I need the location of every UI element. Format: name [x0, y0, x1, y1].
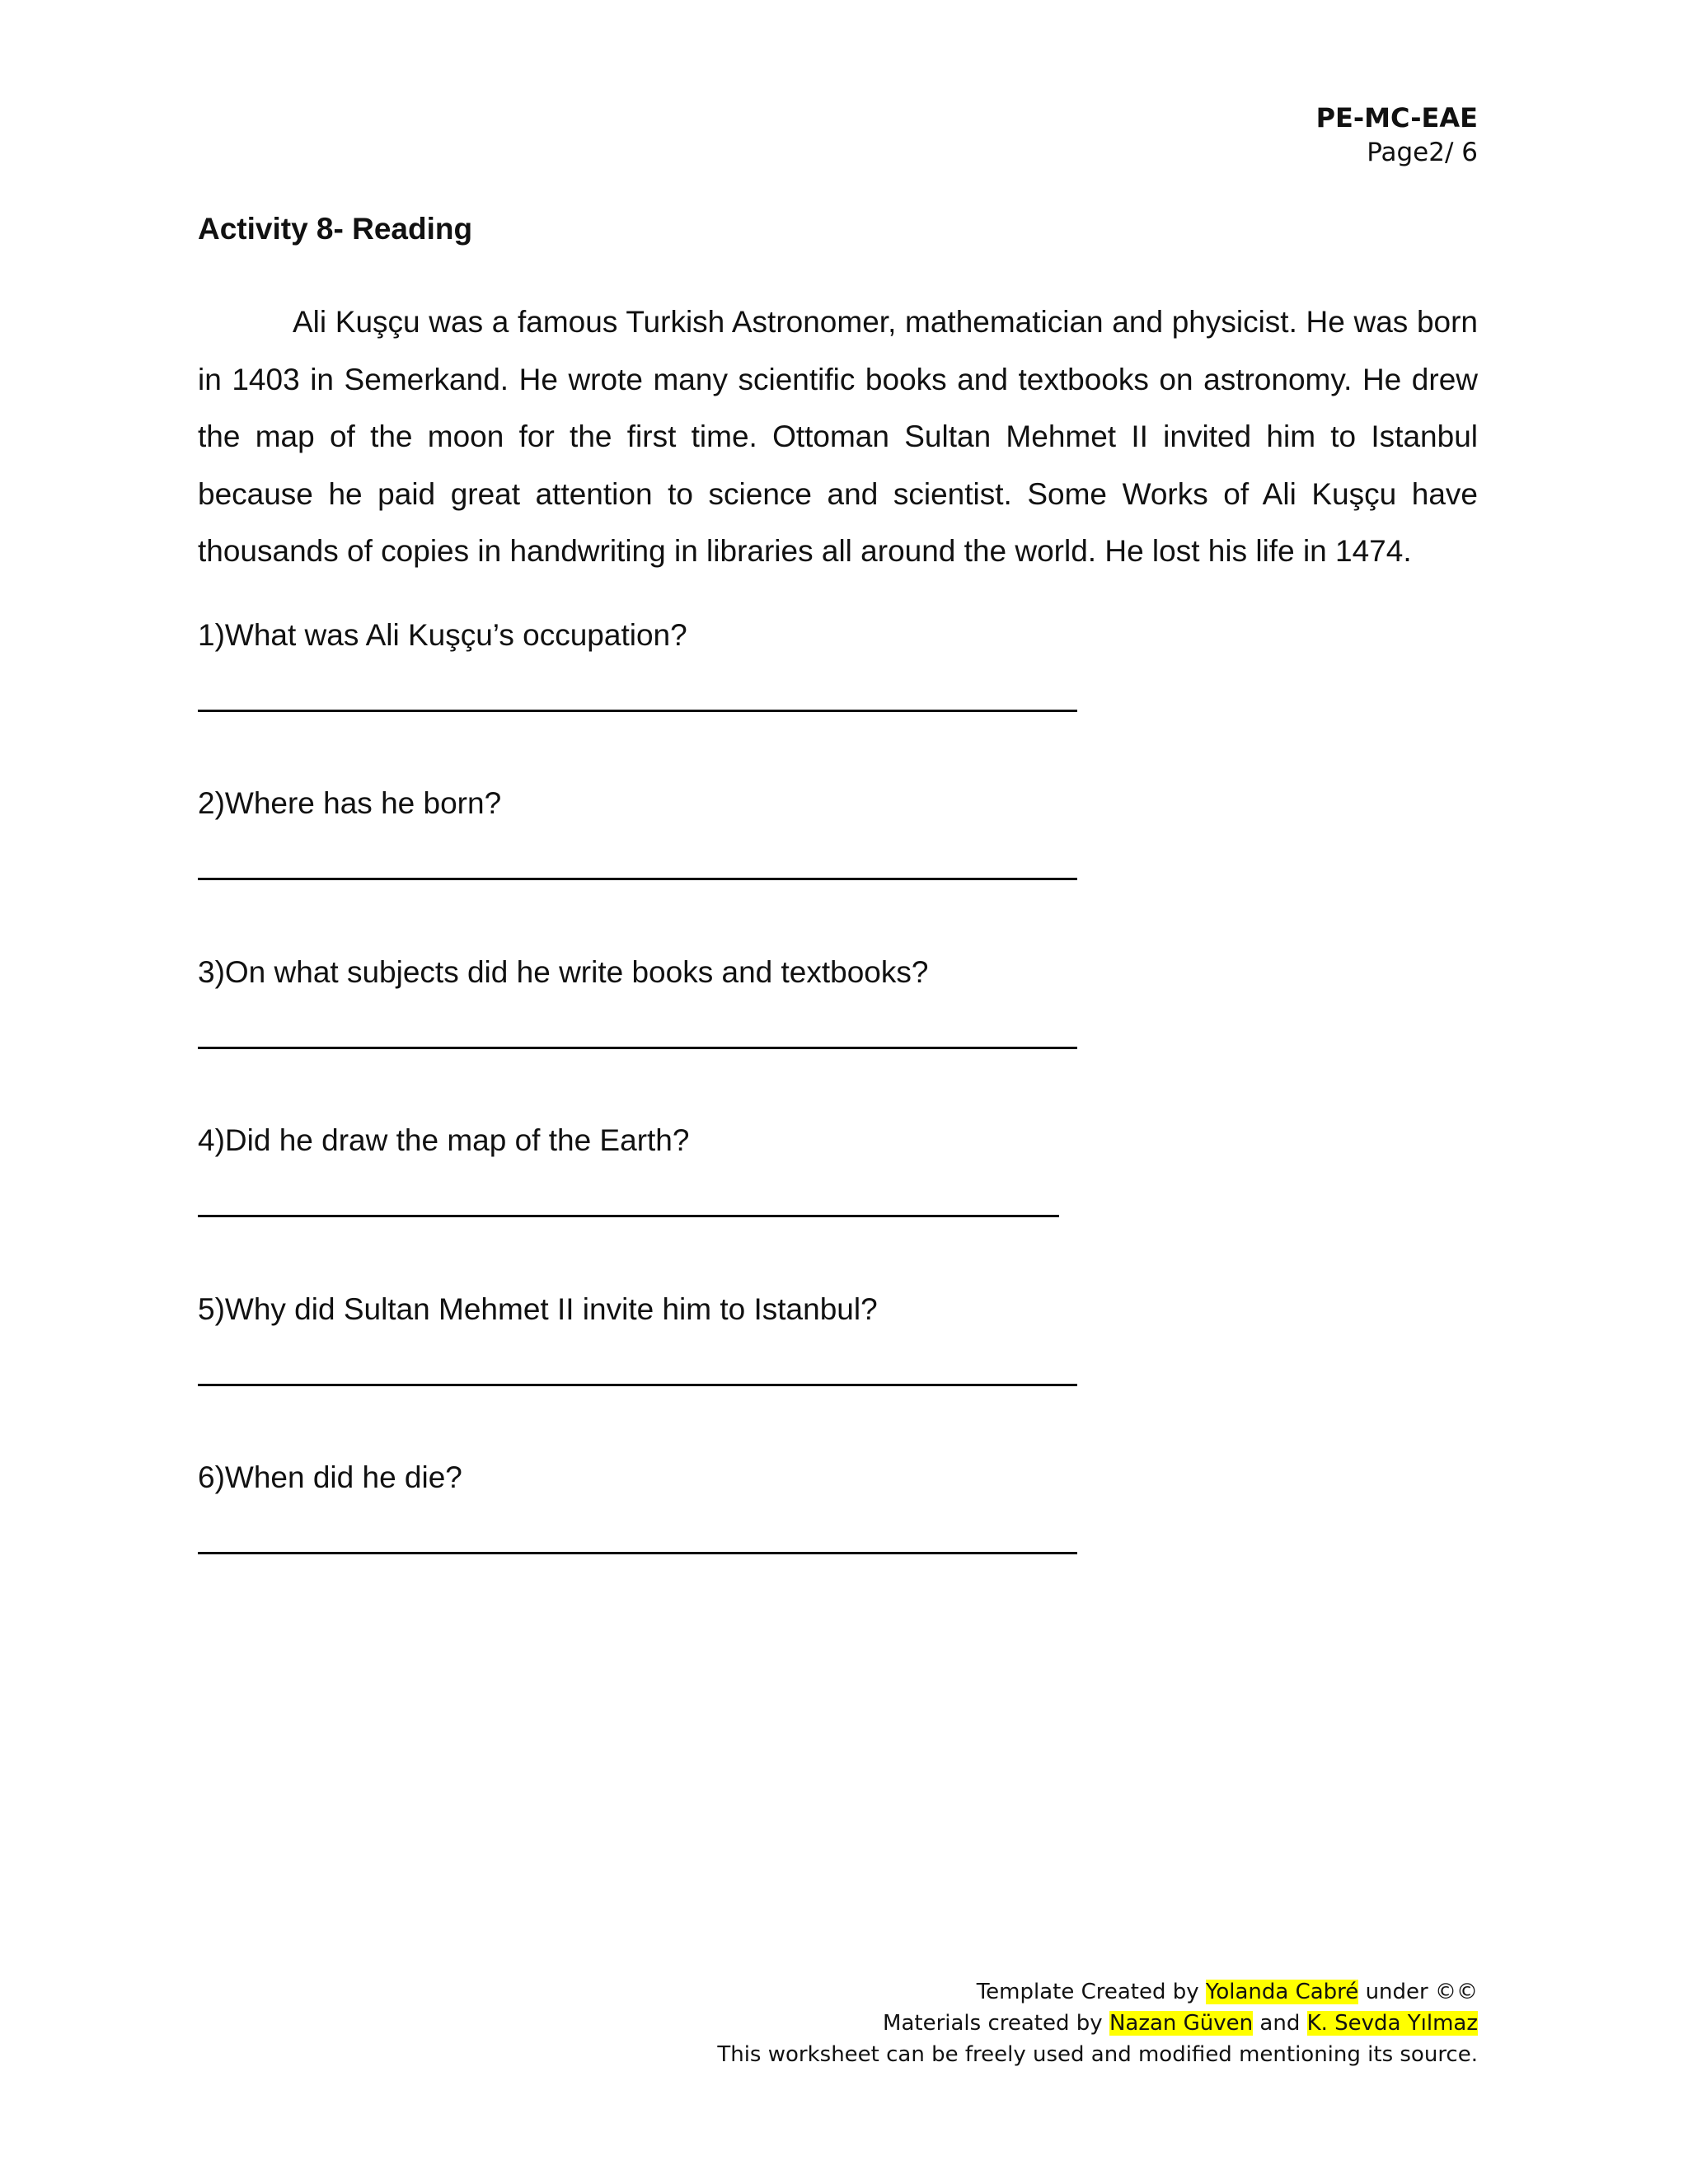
page-header	[1316, 101, 1478, 170]
question-text: 5)Why did Sultan Mehmet II invite him to Istanbul?	[198, 1291, 878, 1326]
question-text: 1)What was Ali Kuşçu’s occupation?	[198, 617, 687, 652]
footer-text: under ©©	[1358, 1980, 1478, 2004]
question-1	[198, 611, 1478, 780]
question-6	[198, 1453, 1478, 1622]
question-3	[198, 948, 1478, 1117]
highlighted-author: Nazan Güven	[1109, 2011, 1254, 2036]
answer-line[interactable]	[198, 1552, 1077, 1554]
question-text: 4)Did he draw the map of the Earth?	[198, 1123, 690, 1157]
answer-line[interactable]	[198, 1215, 1059, 1217]
highlighted-author: Yolanda Cabré	[1205, 1980, 1359, 2004]
answer-line[interactable]	[198, 878, 1077, 880]
footer-text: Template Created by	[976, 1980, 1206, 2004]
footer-template-credit	[717, 1976, 1478, 2008]
question-list	[198, 611, 1478, 1622]
highlighted-author: K. Sevda Yılmaz	[1306, 2011, 1478, 2036]
document-code: PE-MC-EAE	[1315, 102, 1478, 134]
activity-title: Activity 8- Reading	[198, 212, 473, 246]
answer-line[interactable]	[198, 1047, 1077, 1049]
footer-license-note: This worksheet can be freely used and modified mentioning its source.	[717, 2042, 1478, 2067]
page-number: Page2/ 6	[1367, 138, 1478, 167]
question-5	[198, 1285, 1478, 1454]
footer-materials-credit	[717, 2008, 1478, 2039]
question-text: 3)On what subjects did he write books and textbooks?	[198, 954, 929, 989]
reading-paragraph: Ali Kuşçu was a famous Turkish Astronomer, mathematician and physicist. He was born in 1403 in Semerkand. He wrote many scientific books and textbooks on astronomy. He drew the map of the moon for the first time. Ottoman Sultan Mehmet II invited him to Istanbul because he paid great attention to science and scientist. Some Works of Ali Kuşçu have thousands of copies in handwriting in libraries all around the world. He lost his life in 1474.	[198, 305, 1478, 568]
answer-line[interactable]	[198, 1384, 1077, 1386]
question-text: 2)Where has he born?	[198, 786, 502, 820]
footer-text: Materials created by	[883, 2011, 1109, 2036]
footer-text: and	[1253, 2011, 1307, 2036]
question-text: 6)When did he die?	[198, 1460, 462, 1494]
question-2	[198, 779, 1478, 948]
question-4	[198, 1116, 1478, 1285]
answer-line[interactable]	[198, 710, 1077, 712]
page-footer	[717, 1976, 1478, 2070]
activity-content	[198, 204, 1478, 1622]
